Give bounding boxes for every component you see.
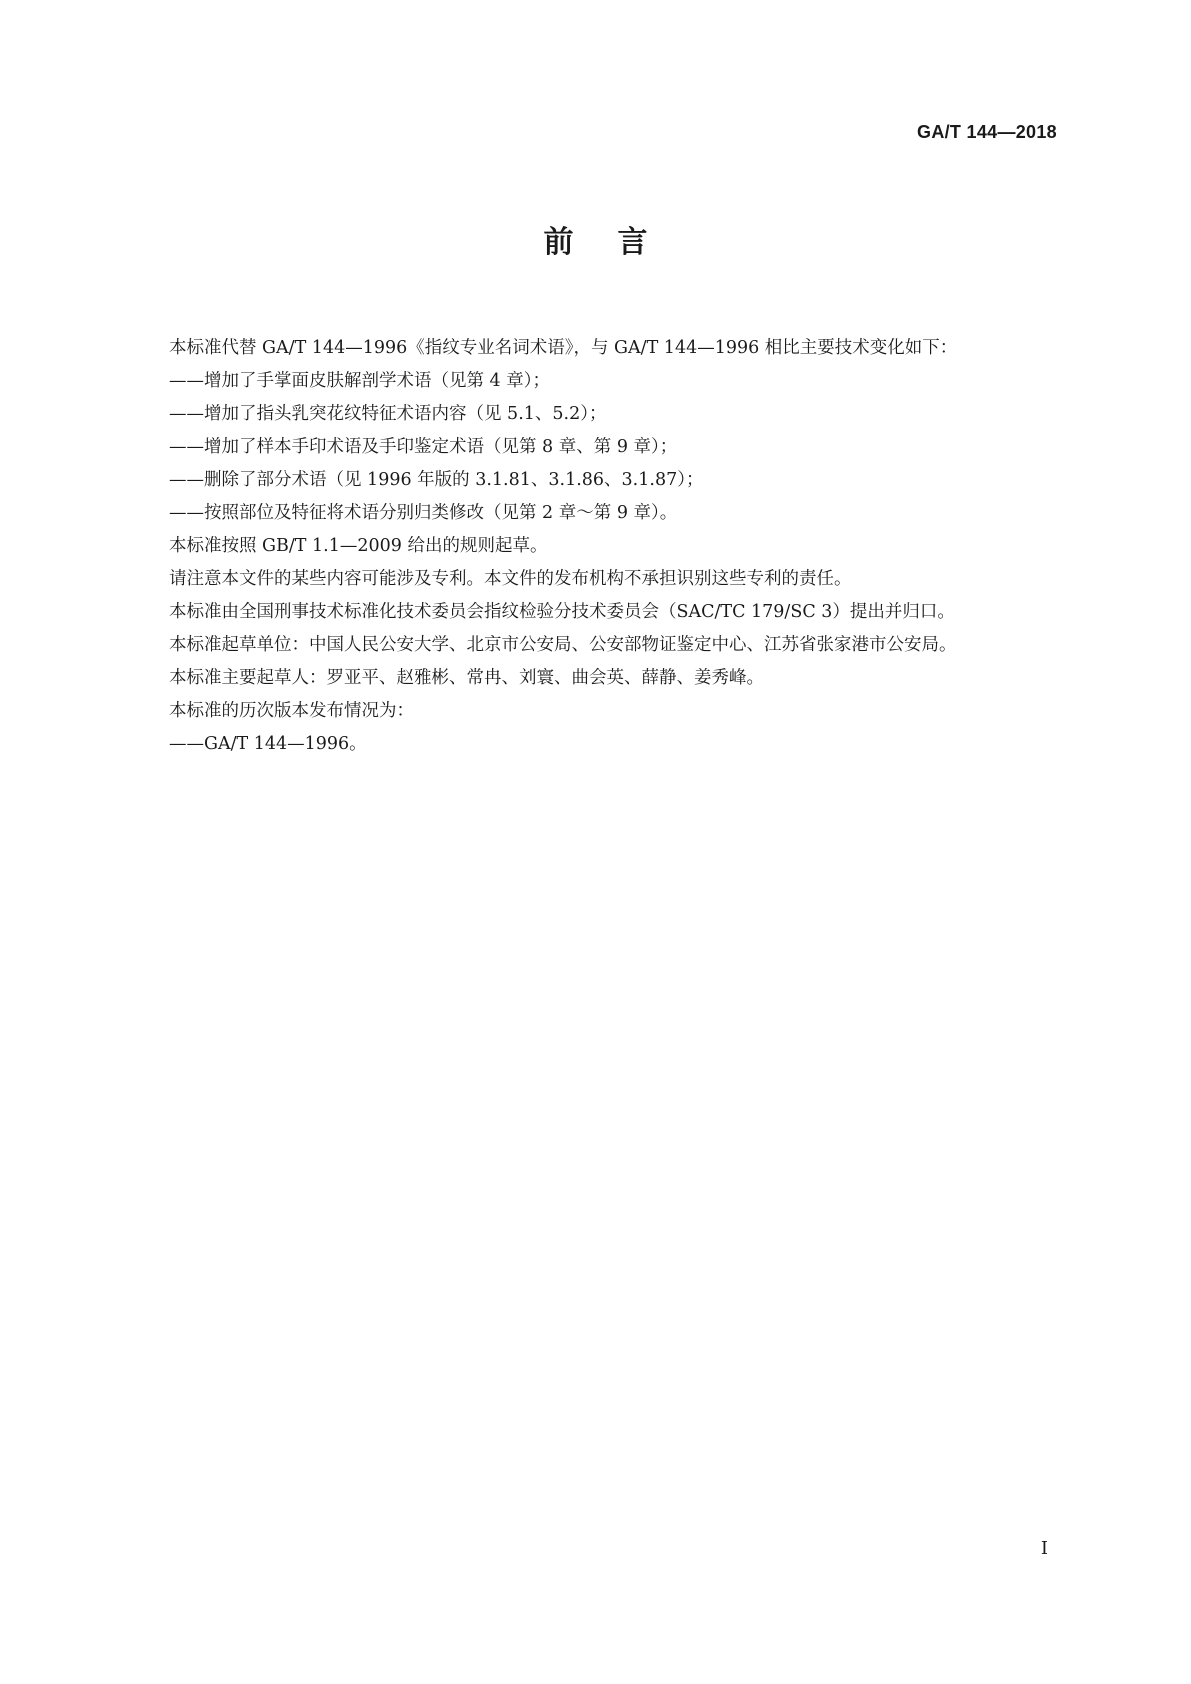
foreword-paragraph-patent-notice: 请注意本文件的某些内容可能涉及专利。本文件的发布机构不承担识别这些专利的责任。: [169, 569, 852, 589]
foreword-paragraph-drafting-rules: 本标准按照 GB/T 1.1—2009 给出的规则起草。: [169, 536, 548, 556]
change-item: ——增加了指头乳突花纹特征术语内容（见 5.1、5.2）；: [169, 404, 607, 424]
foreword-paragraph-drafting-units: 本标准起草单位：中国人民公安大学、北京市公安局、公安部物证鉴定中心、江苏省张家港市公安局。: [169, 635, 957, 655]
foreword-paragraph-drafters: 本标准主要起草人：罗亚平、赵雅彬、常冉、刘寰、曲会英、薛静、姜秀峰。: [169, 668, 764, 688]
change-item: ——增加了样本手印术语及手印鉴定术语（见第 8 章、第 9 章）；: [169, 437, 678, 457]
foreword-paragraph-proposer: 本标准由全国刑事技术标准化技术委员会指纹检验分技术委员会（SAC/TC 179/SC 3）提出并归口。: [169, 602, 955, 622]
document-code: GA/T 144—2018: [917, 122, 1057, 142]
change-item: ——按照部位及特征将术语分别归类修改（见第 2 章～第 9 章）。: [169, 503, 678, 523]
history-item: ——GA/T 144—1996。: [169, 734, 367, 754]
foreword-paragraph-history: 本标准的历次版本发布情况为：: [169, 701, 414, 721]
foreword-paragraph-replacement: 本标准代替 GA/T 144—1996《指纹专业名词术语》，与 GA/T 144—1996 相比主要技术变化如下：: [169, 338, 958, 358]
page-number: I: [1040, 1538, 1048, 1559]
foreword-body: [134, 332, 1067, 761]
change-item: ——增加了手掌面皮肤解剖学术语（见第 4 章）；: [169, 371, 551, 391]
page-title: 前言: [543, 225, 692, 260]
change-item: ——删除了部分术语（见 1996 年版的 3.1.81、3.1.86、3.1.87）；: [169, 470, 704, 490]
